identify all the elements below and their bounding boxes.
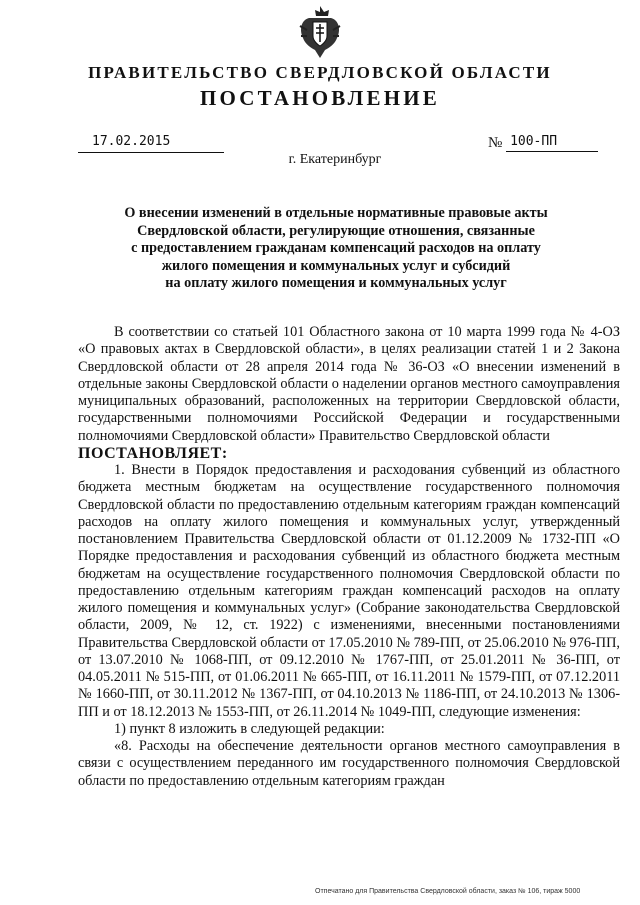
- intro-paragraph: В соответствии со статьей 101 Областного закона от 10 марта 1999 года № 4-ОЗ «О правовых актах в Свердловской области», в целях реализации статей 1 и 2 Закона Свердловской области от 28 апреля 2014 года № 36-ОЗ «О внесении изменений в отдельные законы Свердловской области о наделении органов местного самоуправления муниципальных образований, расположенных на территории Свердловской области, государственными полномочиями Российской Федерации и государственными полномочиями Свердловской области» Правительство Свердловской области: [78, 324, 620, 444]
- number-sign: №: [488, 135, 503, 151]
- title-line: О внесении изменений в отдельные нормативные правовые акты: [124, 205, 548, 221]
- city-name: г. Екатеринбург: [288, 152, 382, 167]
- print-footer: Отпечатано для Правительства Свердловской области, заказ № 106, тираж 5000: [315, 888, 581, 895]
- date-field: [78, 134, 224, 153]
- document-title: [95, 205, 577, 293]
- title-line: Свердловской области, регулирующие отношения, связанные: [137, 222, 535, 239]
- government-name: ПРАВИТЕЛЬСТВО СВЕРДЛОВСКОЙ ОБЛАСТИ: [88, 63, 552, 82]
- document-date: 17.02.2015: [92, 134, 171, 149]
- document-body: [78, 324, 620, 790]
- item-1-paragraph: 1. Внести в Порядок предоставления и расходования субвенций из областного бюджета местным бюджетам на осуществление государственного полномочия Свердловской области по предоставлению отдельным категориям граждан компенсаций расходов на оплату жилого помещения и коммунальных услуг, утвержденный постановлением Правительства Свердловской области от 01.12.2009 № 1732-ПП «О Порядке предоставления и расходования субвенций из областного бюджета местным бюджетам на осуществление государственного полномочия Свердловской области по предоставлению отдельным категориям граждан компенсаций расходов на оплату жилого помещения и коммунальных услуг» (Собрание законодательства Свердловской области, 2009, № 12, ст. 1922) с изменениями, внесенными постановлениями Правительства Свердловской области от 17.05.2010 № 789-ПП, от 25.06.2010 № 976-ПП, от 13.07.2010 № 1068-ПП, от 09.12.2010 № 1767-ПП, от 25.01.2011 № 36-ПП, от 04.05.2011 № 515-ПП, от 01.06.2011 № 665-ПП, от 16.11.2011 № 1579-ПП, от 07.12.2011 № 1660-ПП, от 30.11.2012 № 1367-ПП, от 04.10.2013 № 1186-ПП, от 24.10.2013 № 1306-ПП и от 18.12.2013 № 1553-ПП, от 26.11.2014 № 1049-ПП, следующие изменения:: [78, 462, 620, 720]
- subitem-1-paragraph: 1) пункт 8 изложить в следующей редакции:: [114, 720, 385, 737]
- number-underline: [506, 133, 598, 152]
- document-number: 100-ПП: [510, 134, 558, 149]
- quote-item-8-paragraph: «8. Расходы на обеспечение деятельности органов местного самоуправления в связи с осуществлением переданного им государственного полномочия Свердловской области по предоставлению отдельным категориям граждан: [78, 738, 620, 789]
- document-number-field: [488, 133, 598, 152]
- title-line: жилого помещения и коммунальных услуг и субсидий: [161, 257, 511, 274]
- resolves-heading: ПОСТАНОВЛЯЕТ:: [78, 444, 228, 462]
- title-line: на оплату жилого помещения и коммунальных услуг: [165, 275, 507, 292]
- title-line: с предоставлением гражданам компенсаций расходов на оплату: [131, 240, 541, 257]
- document-type: ПОСТАНОВЛЕНИЕ: [199, 86, 441, 110]
- coat-of-arms-icon: [295, 4, 345, 60]
